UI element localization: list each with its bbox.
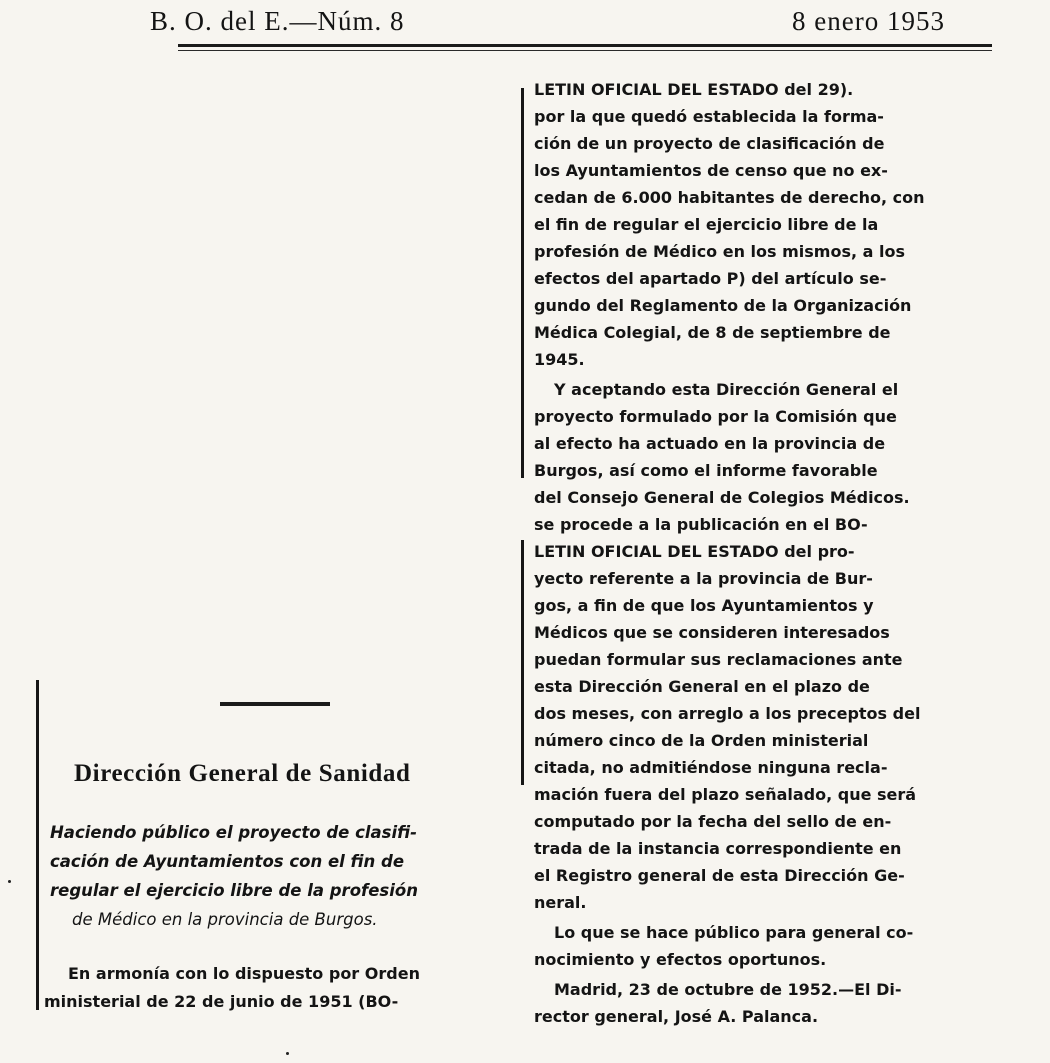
text-line: Burgos, así como el informe favorable	[534, 461, 878, 480]
print-speck	[286, 1052, 289, 1055]
text-line: por la que quedó establecida la forma-	[534, 107, 884, 126]
text-line: Médicos que se consideren interesados	[534, 623, 890, 642]
paragraph-2	[534, 376, 990, 916]
left-body-text	[44, 960, 506, 1016]
text-line: Médica Colegial, de 8 de septiembre de	[534, 323, 891, 342]
body-line: ministerial de 22 de junio de 1951 (BO-	[44, 992, 399, 1011]
text-line: LETIN OFICIAL DEL ESTADO del 29).	[534, 80, 854, 99]
header-rule-thin	[178, 50, 992, 51]
summary-line: Haciendo público el proyecto de clasifi-	[50, 823, 417, 842]
text-line: el Registro general de esta Dirección Ge-	[534, 866, 905, 885]
right-column-rule-bottom	[521, 540, 524, 785]
text-line: nocimiento y efectos oportunos.	[534, 950, 827, 969]
section-title: Dirección General de Sanidad	[74, 760, 411, 787]
text-line: número cinco de la Orden ministerial	[534, 731, 869, 750]
text-line: gundo del Reglamento de la Organización	[534, 296, 912, 315]
paragraph-1	[534, 76, 990, 373]
section-separator	[220, 702, 330, 706]
summary-line: de Médico en la provincia de Burgos.	[72, 910, 378, 929]
right-column-rule-top	[521, 88, 524, 478]
section-summary	[50, 818, 505, 934]
header-issue: B. O. del E.—Núm. 8	[150, 6, 405, 36]
text-line: dos meses, con arreglo a los preceptos del	[534, 704, 921, 723]
text-line: puedan formular sus reclamaciones ante	[534, 650, 903, 669]
text-line: los Ayuntamientos de censo que no ex-	[534, 161, 888, 180]
right-column-text	[534, 76, 990, 1033]
text-line: proyecto formulado por la Comisión que	[534, 407, 897, 426]
text-line: ción de un proyecto de clasificación de	[534, 134, 885, 153]
paragraph-3	[534, 919, 990, 973]
text-line: rector general, José A. Palanca.	[534, 1007, 819, 1026]
header-date: 8 enero 1953	[792, 6, 945, 36]
body-line: En armonía con lo dispuesto por Orden	[68, 964, 420, 983]
text-line: al efecto ha actuado en la provincia de	[534, 434, 886, 453]
text-line: Lo que se hace público para general co-	[554, 923, 914, 942]
text-line: cedan de 6.000 habitantes de derecho, con	[534, 188, 925, 207]
text-line: mación fuera del plazo señalado, que será	[534, 785, 917, 804]
text-line: 1945.	[534, 350, 585, 369]
text-line: yecto referente a la provincia de Bur-	[534, 569, 873, 588]
paragraph-4	[534, 976, 990, 1030]
text-line: se procede a la publicación en el BO-	[534, 515, 868, 534]
text-line: Madrid, 23 de octubre de 1952.—El Di-	[554, 980, 902, 999]
text-line: neral.	[534, 893, 587, 912]
text-line: del Consejo General de Colegios Médicos.	[534, 488, 910, 507]
text-line: el fin de regular el ejercicio libre de la	[534, 215, 879, 234]
text-line: efectos del apartado P) del artículo se-	[534, 269, 887, 288]
print-speck	[8, 880, 11, 883]
text-line: esta Dirección General en el plazo de	[534, 677, 870, 696]
text-line: LETIN OFICIAL DEL ESTADO del pro-	[534, 542, 855, 561]
summary-line: cación de Ayuntamientos con el fin de	[50, 852, 405, 871]
summary-line: regular el ejercicio libre de la profesión	[50, 881, 418, 900]
text-line: computado por la fecha del sello de en-	[534, 812, 892, 831]
header-rule	[178, 44, 992, 47]
left-column-rule	[36, 680, 39, 1010]
text-line: profesión de Médico en los mismos, a los	[534, 242, 906, 261]
text-line: gos, a fin de que los Ayuntamientos y	[534, 596, 874, 615]
text-line: trada de la instancia correspondiente en	[534, 839, 902, 858]
text-line: Y aceptando esta Dirección General el	[554, 380, 899, 399]
text-line: citada, no admitiéndose ninguna recla-	[534, 758, 888, 777]
